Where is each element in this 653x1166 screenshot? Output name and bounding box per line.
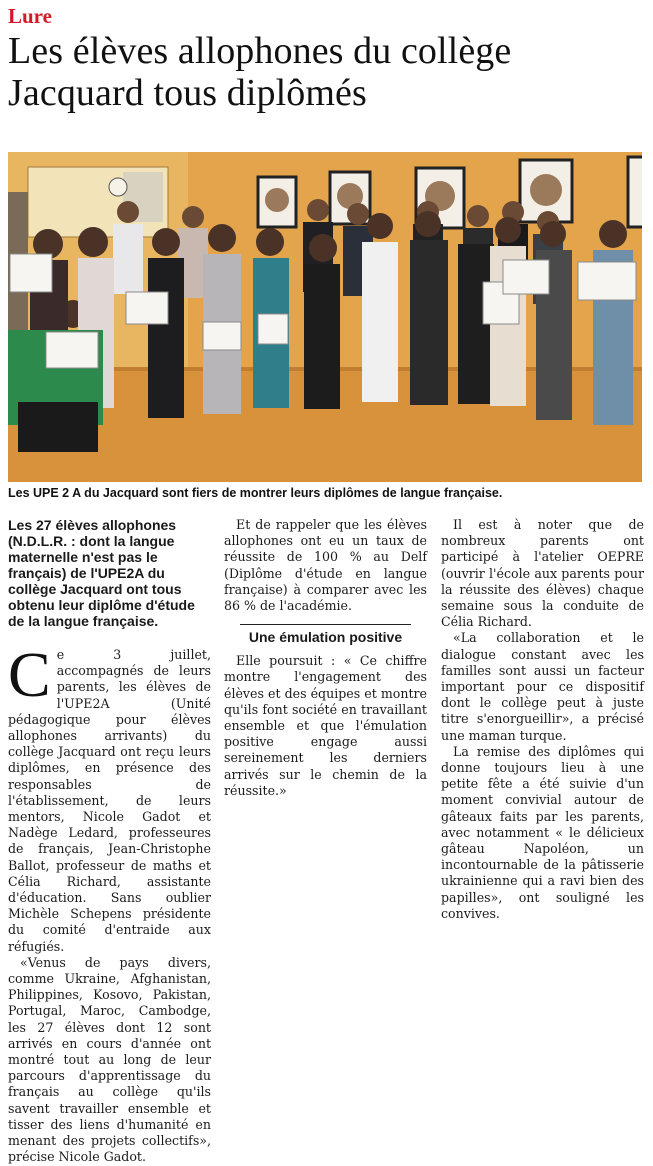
article-paragraph-3: Et de rappeler que les élèves allophones ont eu un taux de réussite de 100 % au Delf (Diplôme d'étude en langue française) à comparer avec les 86 % de l'académie. <box>224 517 427 614</box>
article-column-3 <box>441 517 644 922</box>
article-headline: Les élèves allophones du collège Jacquard tous diplômés <box>8 30 512 114</box>
article-subhead: Une émulation positive <box>240 624 411 645</box>
drop-cap: C <box>8 639 51 710</box>
article-paragraph <box>8 639 211 955</box>
article-paragraph-6: «La collaboration et le dialogue constant avec les familles sont aussi un facteur important pour ce dispositif dont le collège peut à juste titre s'enorgueillir», a précisé une maman turque. <box>441 630 644 743</box>
group-photo <box>8 152 642 482</box>
article-column-1 <box>8 517 211 1166</box>
article-paragraph-2: «Venus de pays divers, comme Ukraine, Afghanistan, Philippines, Kosovo, Pakistan, Portugal, Maroc, Cambodge, les 27 élèves dont 12 sont arrivés en cours d'année ont montré tout au long de leur parcours d'apprentissage du français au collège qu'ils savent travailler ensemble et tisser des liens d'humanité en menant des projets collectifs», précise Nicole Gadot. <box>8 954 211 1165</box>
photo-caption: Les UPE 2 A du Jacquard sont fiers de montrer leurs diplômes de langue française. <box>8 486 503 500</box>
article-paragraph-4: Elle poursuit : « Ce chiffre montre l'engagement des élèves et des équipes et montre qu'ils font société en travaillant ensemble et que l'émulation positive engage aussi sereinement les derniers arrivés sur le chemin de la réussite.» <box>224 653 427 798</box>
section-kicker: Lure <box>8 4 52 28</box>
group-photo-icon <box>8 152 642 482</box>
paragraph-1-text: e 3 juillet, accompagnés de leurs parents, les élèves de l'UPE2A (Unité pédagogique pour élèves allophones arrivants) du collège Jacquard ont reçu leurs diplômes, en présence des responsables de l'établissement, de leurs mentors, Nicole Gadot et Nadège Ledard, professeures de français, Jean-Christophe Ballot, professeur de maths et Célia Richard, assistante d'éducation. Sans oublier Michèle Schepens présidente du comité d'entraide aux réfugiés. <box>8 647 211 954</box>
article-column-2 <box>224 517 427 799</box>
article-paragraph-7: La remise des diplômes qui donne toujours lieu à une petite fête a été suivie d'un moment convivial autour de gâteaux faits par les parents, avec notamment « le délicieux gâteau Napoléon, un incontournable de la pâtisserie ukrainienne qui a ravi bien des papilles», ont souligné les convives. <box>441 743 644 921</box>
article-paragraph-5: Il est à noter que de nombreux parents ont participé à l'atelier OEPRE (ouvrir l'école aux parents pour la réussite des élèves) chaque semaine sous la conduite de Célia Richard. <box>441 517 644 630</box>
article-lead: Les 27 élèves allophones (N.D.L.R. : dont la langue maternelle n'est pas le français) de l'UPE2A du collège Jacquard ont tous obtenu leur diplôme d'étude de la langue française. <box>8 517 195 629</box>
